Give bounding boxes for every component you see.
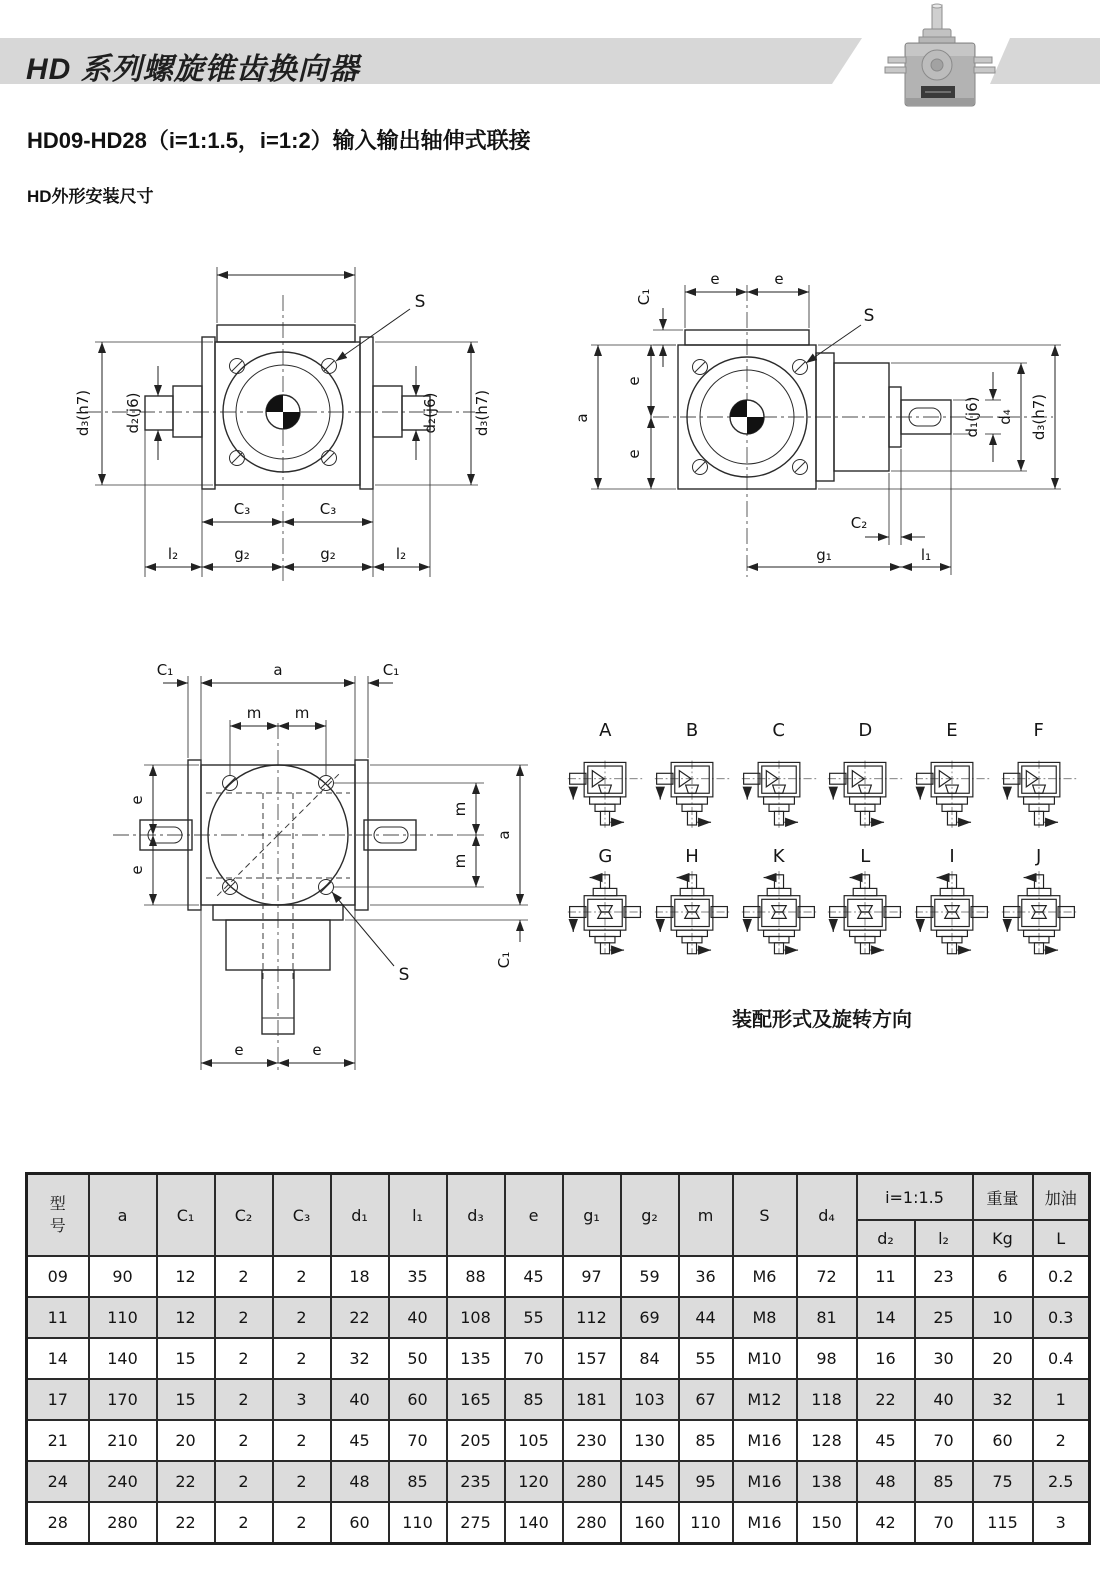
table-cell: 22 bbox=[157, 1502, 215, 1544]
table-cell: 11 bbox=[27, 1297, 89, 1338]
assembly-variant-c bbox=[735, 720, 822, 830]
col-header-d1: d₁ bbox=[331, 1174, 389, 1257]
top-view-drawing bbox=[58, 628, 558, 1098]
table-cell: 17 bbox=[27, 1379, 89, 1420]
assembly-variant-g bbox=[562, 846, 649, 956]
table-cell: 75 bbox=[973, 1461, 1033, 1502]
table-cell: 88 bbox=[447, 1256, 505, 1297]
table-cell: 14 bbox=[27, 1338, 89, 1379]
assembly-variant-a bbox=[562, 720, 649, 830]
assembly-variant-label: L bbox=[860, 846, 871, 867]
table-row-hd14 bbox=[27, 1338, 1090, 1379]
table-row-hd21 bbox=[27, 1420, 1090, 1461]
table-cell: 72 bbox=[797, 1256, 857, 1297]
assembly-variant-label: A bbox=[599, 720, 612, 741]
assembly-icon-cross bbox=[1000, 868, 1078, 956]
dim-label-m: m bbox=[294, 704, 310, 722]
assembly-icon-elbow bbox=[913, 742, 991, 830]
table-cell: 30 bbox=[915, 1338, 973, 1379]
table-cell: 280 bbox=[563, 1502, 621, 1544]
table-cell: 21 bbox=[27, 1420, 89, 1461]
table-cell: 135 bbox=[447, 1338, 505, 1379]
table-cell: 2 bbox=[215, 1379, 273, 1420]
table-row-hd11 bbox=[27, 1297, 1090, 1338]
dim-label-g2: g₂ bbox=[234, 545, 250, 563]
assembly-caption: 装配形式及旋转方向 bbox=[732, 1009, 912, 1031]
title-banner-right-segment bbox=[990, 38, 1100, 84]
dim-label-e: e bbox=[128, 795, 146, 805]
dim-label-g2: g₂ bbox=[320, 545, 336, 563]
table-cell: 2 bbox=[215, 1256, 273, 1297]
dim-label-e: e bbox=[625, 376, 643, 386]
assembly-icon-elbow bbox=[826, 742, 904, 830]
table-cell: 98 bbox=[797, 1338, 857, 1379]
table-cell: 2 bbox=[215, 1420, 273, 1461]
side-view-drawing bbox=[563, 237, 1078, 602]
table-row-hd09 bbox=[27, 1256, 1090, 1297]
table-cell: 59 bbox=[621, 1256, 679, 1297]
assembly-variant-i bbox=[909, 846, 996, 956]
table-cell: 22 bbox=[157, 1461, 215, 1502]
table-cell: 12 bbox=[157, 1297, 215, 1338]
photo-left-pin bbox=[888, 57, 906, 63]
table-cell: 70 bbox=[505, 1338, 563, 1379]
table-cell: 2.5 bbox=[1033, 1461, 1090, 1502]
table-cell: M16 bbox=[733, 1420, 797, 1461]
dim-label-d3: d₃(h7) bbox=[74, 389, 92, 437]
table-cell: M6 bbox=[733, 1256, 797, 1297]
table-cell: 60 bbox=[973, 1420, 1033, 1461]
table-cell: 6 bbox=[973, 1256, 1033, 1297]
table-cell: 105 bbox=[505, 1420, 563, 1461]
dim-label-s: S bbox=[398, 965, 410, 985]
dim-label-c1: C₁ bbox=[382, 661, 400, 679]
table-cell: 165 bbox=[447, 1379, 505, 1420]
col-header-d3: d₃ bbox=[447, 1174, 505, 1257]
table-cell: 103 bbox=[621, 1379, 679, 1420]
assembly-variant-j bbox=[995, 846, 1082, 956]
assembly-icon-elbow bbox=[566, 742, 644, 830]
dim-label-l2: l₂ bbox=[395, 545, 407, 563]
table-cell: 70 bbox=[915, 1420, 973, 1461]
table-cell: 0.4 bbox=[1033, 1338, 1090, 1379]
table-cell: 240 bbox=[89, 1461, 157, 1502]
table-cell: 85 bbox=[915, 1461, 973, 1502]
assembly-variant-label: H bbox=[685, 846, 699, 867]
table-cell: 09 bbox=[27, 1256, 89, 1297]
table-cell: 81 bbox=[797, 1297, 857, 1338]
dim-label-e: e bbox=[312, 1041, 322, 1059]
table-cell: 20 bbox=[157, 1420, 215, 1461]
table-cell: 23 bbox=[915, 1256, 973, 1297]
table-cell: 32 bbox=[331, 1338, 389, 1379]
dim-label-c1: C₁ bbox=[495, 951, 513, 969]
col-header-kg: Kg bbox=[973, 1220, 1033, 1256]
dim-label-e: e bbox=[234, 1041, 244, 1059]
table-cell: 44 bbox=[679, 1297, 733, 1338]
table-cell: 55 bbox=[505, 1297, 563, 1338]
table-cell: 69 bbox=[621, 1297, 679, 1338]
table-cell: 55 bbox=[679, 1338, 733, 1379]
table-cell: 235 bbox=[447, 1461, 505, 1502]
front-view-drawing bbox=[30, 237, 530, 602]
table-cell: 20 bbox=[973, 1338, 1033, 1379]
dim-label-g1: g₁ bbox=[816, 546, 832, 564]
table-cell: M12 bbox=[733, 1379, 797, 1420]
table-cell: 15 bbox=[157, 1379, 215, 1420]
table-cell: 110 bbox=[679, 1502, 733, 1544]
col-header-g1: g₁ bbox=[563, 1174, 621, 1257]
table-cell: M8 bbox=[733, 1297, 797, 1338]
table-cell: 130 bbox=[621, 1420, 679, 1461]
assembly-variant-label: K bbox=[772, 846, 785, 867]
dim-label-l2: l₂ bbox=[167, 545, 179, 563]
col-header-a: a bbox=[89, 1174, 157, 1257]
table-cell: 85 bbox=[389, 1461, 447, 1502]
table-cell: 108 bbox=[447, 1297, 505, 1338]
assembly-variant-label: F bbox=[1033, 720, 1044, 741]
table-cell: 205 bbox=[447, 1420, 505, 1461]
table-cell: 0.3 bbox=[1033, 1297, 1090, 1338]
assembly-variant-e bbox=[909, 720, 996, 830]
dim-label-c3: C₃ bbox=[319, 500, 337, 518]
assembly-variant-label: C bbox=[772, 720, 785, 741]
table-cell: 2 bbox=[215, 1461, 273, 1502]
assembly-icon-elbow bbox=[740, 742, 818, 830]
table-cell: 280 bbox=[563, 1461, 621, 1502]
table-cell: 12 bbox=[157, 1256, 215, 1297]
table-cell: 2 bbox=[215, 1338, 273, 1379]
dimension-table-body bbox=[27, 1256, 1090, 1544]
table-cell: 45 bbox=[857, 1420, 915, 1461]
table-cell: 90 bbox=[89, 1256, 157, 1297]
section-label: HD外形安装尺寸 bbox=[27, 187, 154, 206]
table-row-hd24 bbox=[27, 1461, 1090, 1502]
table-cell: 140 bbox=[505, 1502, 563, 1544]
assembly-variant-label: B bbox=[685, 720, 699, 741]
table-cell: 28 bbox=[27, 1502, 89, 1544]
assembly-icon-elbow bbox=[653, 742, 731, 830]
table-cell: 145 bbox=[621, 1461, 679, 1502]
col-header-d4: d₄ bbox=[797, 1174, 857, 1257]
table-cell: 40 bbox=[331, 1379, 389, 1420]
photo-right-pin bbox=[974, 57, 992, 63]
table-cell: 3 bbox=[1033, 1502, 1090, 1544]
table-cell: M10 bbox=[733, 1338, 797, 1379]
col-header-c3: C₃ bbox=[273, 1174, 331, 1257]
dim-label-c1: C₁ bbox=[156, 661, 174, 679]
table-cell: 2 bbox=[273, 1297, 331, 1338]
table-cell: 0.2 bbox=[1033, 1256, 1090, 1297]
table-cell: 95 bbox=[679, 1461, 733, 1502]
assembly-variant-d bbox=[822, 720, 909, 830]
dim-label-e: e bbox=[710, 270, 720, 288]
dim-label-s: S bbox=[414, 292, 426, 312]
dim-label-a: a bbox=[273, 661, 283, 679]
table-cell: 45 bbox=[331, 1420, 389, 1461]
table-cell: 11 bbox=[857, 1256, 915, 1297]
table-cell: 280 bbox=[89, 1502, 157, 1544]
table-cell: 22 bbox=[857, 1379, 915, 1420]
dim-label-d2: d₂(j6) bbox=[124, 392, 142, 434]
table-cell: 138 bbox=[797, 1461, 857, 1502]
table-cell: 25 bbox=[915, 1297, 973, 1338]
table-cell: 2 bbox=[273, 1420, 331, 1461]
table-cell: 22 bbox=[331, 1297, 389, 1338]
table-cell: 181 bbox=[563, 1379, 621, 1420]
table-cell: 35 bbox=[389, 1256, 447, 1297]
table-cell: M16 bbox=[733, 1502, 797, 1544]
table-cell: 24 bbox=[27, 1461, 89, 1502]
assembly-variant-h bbox=[649, 846, 736, 956]
dim-label-d4: d₄ bbox=[996, 409, 1014, 425]
table-cell: 2 bbox=[215, 1297, 273, 1338]
col-header-m: m bbox=[679, 1174, 733, 1257]
table-cell: 150 bbox=[797, 1502, 857, 1544]
col-header-l2: l₂ bbox=[915, 1220, 973, 1256]
assembly-icon-cross bbox=[826, 868, 904, 956]
table-cell: 18 bbox=[331, 1256, 389, 1297]
page-title: HD 系列螺旋锥齿换向器 bbox=[26, 53, 360, 86]
table-cell: 45 bbox=[505, 1256, 563, 1297]
assembly-variant-label: G bbox=[598, 846, 613, 867]
table-cell: 230 bbox=[563, 1420, 621, 1461]
table-cell: 36 bbox=[679, 1256, 733, 1297]
col-header-c2: C₂ bbox=[215, 1174, 273, 1257]
col-header-liters: L bbox=[1033, 1220, 1090, 1256]
table-cell: 42 bbox=[857, 1502, 915, 1544]
table-cell: 32 bbox=[973, 1379, 1033, 1420]
table-cell: 170 bbox=[89, 1379, 157, 1420]
table-cell: 60 bbox=[331, 1502, 389, 1544]
table-cell: 120 bbox=[505, 1461, 563, 1502]
dim-label-c2: C₂ bbox=[850, 514, 868, 532]
table-cell: 84 bbox=[621, 1338, 679, 1379]
table-cell: 2 bbox=[273, 1461, 331, 1502]
dim-label-c1: C₁ bbox=[635, 288, 653, 306]
table-cell: 40 bbox=[915, 1379, 973, 1420]
table-cell: 60 bbox=[389, 1379, 447, 1420]
dim-label-e: e bbox=[128, 865, 146, 875]
table-cell: 2 bbox=[273, 1256, 331, 1297]
table-cell: 2 bbox=[273, 1502, 331, 1544]
table-cell: 157 bbox=[563, 1338, 621, 1379]
assembly-icon-cross bbox=[566, 868, 644, 956]
dim-label-c3: C₃ bbox=[233, 500, 251, 518]
table-cell: 118 bbox=[797, 1379, 857, 1420]
table-cell: 2 bbox=[273, 1338, 331, 1379]
table-cell: 128 bbox=[797, 1420, 857, 1461]
dim-label-m: m bbox=[451, 853, 469, 869]
table-cell: 112 bbox=[563, 1297, 621, 1338]
table-cell: 3 bbox=[273, 1379, 331, 1420]
table-cell: 140 bbox=[89, 1338, 157, 1379]
table-cell: 70 bbox=[915, 1502, 973, 1544]
col-header-e: e bbox=[505, 1174, 563, 1257]
table-cell: 110 bbox=[89, 1297, 157, 1338]
table-cell: 50 bbox=[389, 1338, 447, 1379]
table-cell: 16 bbox=[857, 1338, 915, 1379]
table-cell: 115 bbox=[973, 1502, 1033, 1544]
assembly-variant-label: I bbox=[949, 846, 955, 867]
product-photo bbox=[884, 2, 996, 114]
assembly-variant-label: D bbox=[858, 720, 873, 741]
table-cell: 210 bbox=[89, 1420, 157, 1461]
assembly-grid bbox=[562, 720, 1082, 956]
table-cell: 10 bbox=[973, 1297, 1033, 1338]
col-header-weight-group: 重量 bbox=[973, 1174, 1033, 1221]
subtitle: HD09-HD28（i=1:1.5，i=1:2）输入输出轴伸式联接 bbox=[27, 128, 531, 153]
col-header-oil-group: 加油 bbox=[1033, 1174, 1090, 1221]
assembly-variant-f bbox=[995, 720, 1082, 830]
table-cell: M16 bbox=[733, 1461, 797, 1502]
table-cell: 275 bbox=[447, 1502, 505, 1544]
col-header-ratio-group: i=1:1.5 bbox=[857, 1174, 973, 1221]
table-cell: 110 bbox=[389, 1502, 447, 1544]
col-header-model: 型号 bbox=[27, 1174, 89, 1257]
dim-label-d2: d₂(j6) bbox=[421, 392, 439, 434]
table-cell: 85 bbox=[679, 1420, 733, 1461]
assembly-variant-b bbox=[649, 720, 736, 830]
dim-label-a: a bbox=[495, 830, 513, 840]
assembly-variant-k bbox=[735, 846, 822, 956]
table-cell: 48 bbox=[331, 1461, 389, 1502]
col-header-s: S bbox=[733, 1174, 797, 1257]
col-header-c1: C₁ bbox=[157, 1174, 215, 1257]
table-cell: 1 bbox=[1033, 1379, 1090, 1420]
dim-label-s: S bbox=[863, 306, 875, 326]
dim-label-d3: d₃(h7) bbox=[473, 389, 491, 437]
table-row-hd17 bbox=[27, 1379, 1090, 1420]
col-header-g2: g₂ bbox=[621, 1174, 679, 1257]
dimension-table bbox=[25, 1172, 1091, 1545]
assembly-icon-cross bbox=[740, 868, 818, 956]
dim-label-m: m bbox=[451, 801, 469, 817]
dim-label-m: m bbox=[246, 704, 262, 722]
dim-label-e: e bbox=[625, 449, 643, 459]
assembly-variant-label: J bbox=[1036, 846, 1042, 867]
col-header-l1: l₁ bbox=[389, 1174, 447, 1257]
col-header-d2: d₂ bbox=[857, 1220, 915, 1256]
table-cell: 48 bbox=[857, 1461, 915, 1502]
table-cell: 160 bbox=[621, 1502, 679, 1544]
dim-label-d3: d₃(h7) bbox=[1030, 393, 1048, 441]
assembly-icon-elbow bbox=[1000, 742, 1078, 830]
table-cell: 2 bbox=[215, 1502, 273, 1544]
table-cell: 40 bbox=[389, 1297, 447, 1338]
table-cell: 85 bbox=[505, 1379, 563, 1420]
dim-label-l1: l₁ bbox=[920, 546, 932, 564]
dim-label-e: e bbox=[774, 270, 784, 288]
dim-label-a: a bbox=[573, 413, 591, 423]
table-cell: 14 bbox=[857, 1297, 915, 1338]
dim-label-d1: d₁(j6) bbox=[963, 396, 981, 438]
table-cell: 67 bbox=[679, 1379, 733, 1420]
assembly-variant-label: E bbox=[946, 720, 958, 741]
photo-top-shaft bbox=[932, 5, 942, 31]
assembly-icon-cross bbox=[913, 868, 991, 956]
table-cell: 97 bbox=[563, 1256, 621, 1297]
assembly-icon-cross bbox=[653, 868, 731, 956]
table-cell: 15 bbox=[157, 1338, 215, 1379]
table-cell: 70 bbox=[389, 1420, 447, 1461]
table-cell: 2 bbox=[1033, 1420, 1090, 1461]
assembly-variant-l bbox=[822, 846, 909, 956]
table-row-hd28 bbox=[27, 1502, 1090, 1544]
